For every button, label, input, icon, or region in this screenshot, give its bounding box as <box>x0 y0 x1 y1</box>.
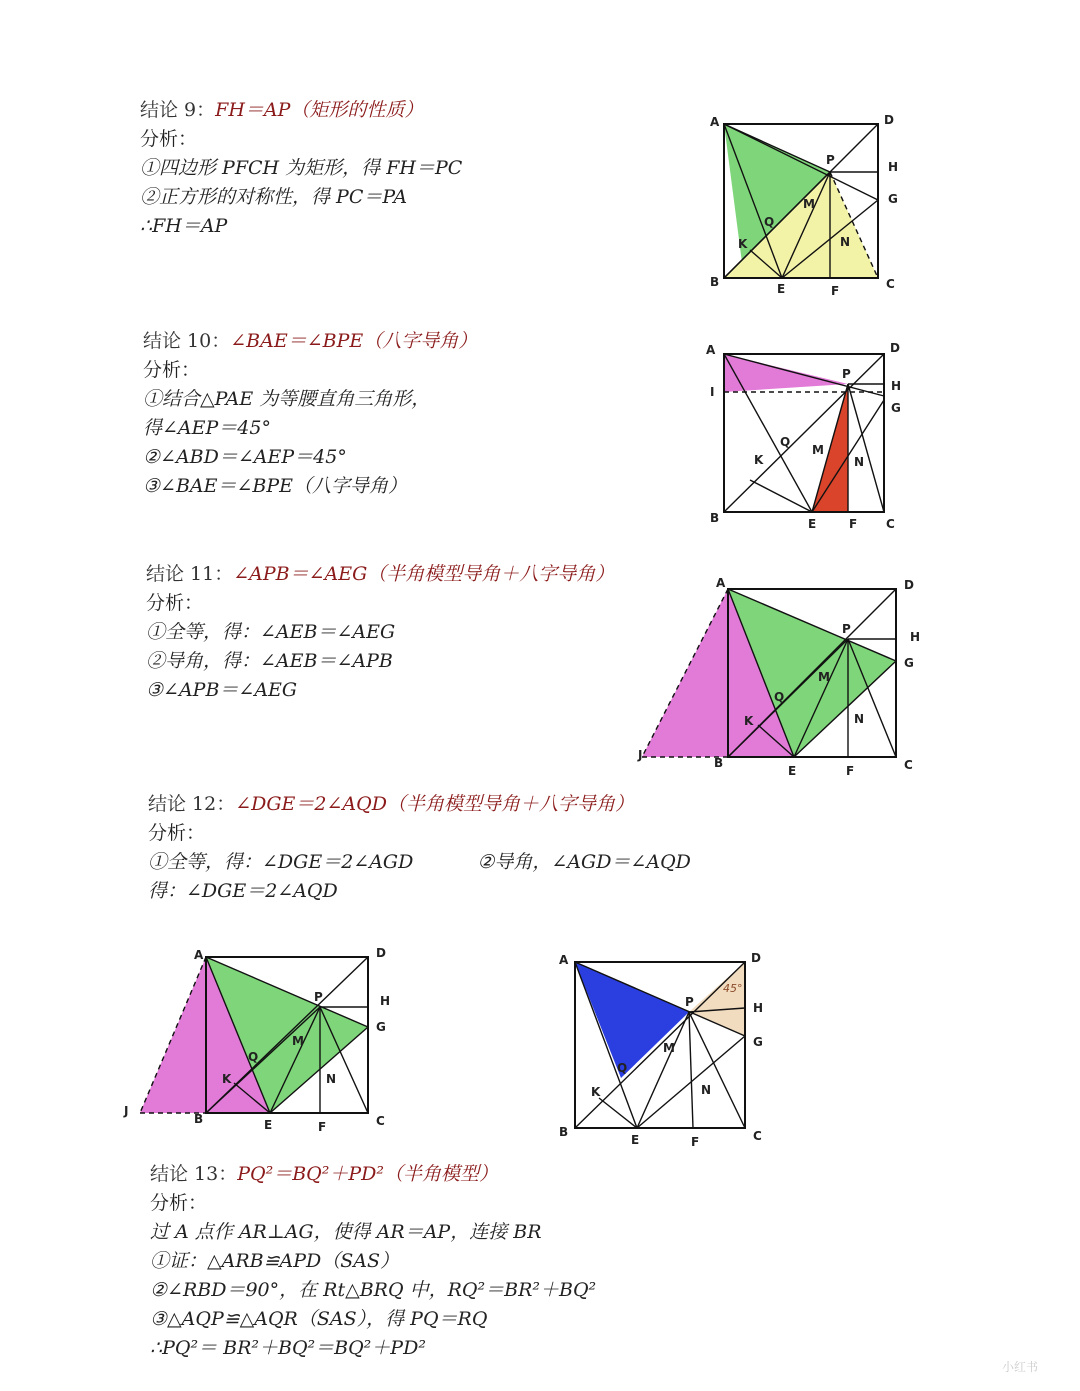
label-D: D <box>884 113 894 127</box>
svg-text:E: E <box>631 1133 640 1147</box>
svg-text:B: B <box>710 511 720 525</box>
figure-conclusion-10 <box>700 340 910 535</box>
step-2: 得：∠DGE＝2∠AQD <box>148 880 338 902</box>
analysis-label: 分析： <box>148 822 206 844</box>
svg-text:Q: Q <box>617 1061 628 1075</box>
svg-text:E: E <box>264 1118 273 1132</box>
label-E: E <box>777 282 786 296</box>
svg-text:C: C <box>753 1129 762 1143</box>
svg-text:H: H <box>910 630 921 644</box>
conclusion-9-title: 结论 9：FH＝AP（矩形的性质） <box>140 99 424 121</box>
svg-text:I: I <box>710 385 715 399</box>
label-N: N <box>840 235 851 249</box>
label-K: K <box>738 237 748 251</box>
svg-text:C: C <box>886 517 895 531</box>
step-1: ①全等，得：∠DGE＝2∠AGD ②导角，∠AGD＝∠AQD <box>148 851 691 873</box>
svg-text:K: K <box>222 1072 232 1086</box>
svg-text:D: D <box>890 341 900 355</box>
svg-text:Q: Q <box>774 690 785 704</box>
svg-text:D: D <box>751 951 761 965</box>
svg-text:Q: Q <box>248 1050 259 1064</box>
svg-text:M: M <box>292 1034 304 1048</box>
svg-text:D: D <box>376 946 386 960</box>
svg-text:K: K <box>591 1085 601 1099</box>
tan-triangle <box>689 962 745 1036</box>
conclusion-11-title: 结论 11：∠APB＝∠AEG（半角模型导角＋八字导角） <box>146 563 615 585</box>
svg-text:J: J <box>638 748 643 762</box>
svg-text:H: H <box>753 1001 764 1015</box>
step-2: ②∠RBD＝90°，在 Rt△BRQ 中，RQ²＝BR²＋BQ² <box>150 1279 597 1301</box>
label-Q: Q <box>764 215 775 229</box>
step-2: ②正方形的对称性，得 PC＝PA <box>140 186 408 208</box>
watermark: 小红书 <box>1001 1360 1038 1374</box>
step-1: ①证：△ARB≌APD（SAS） <box>150 1250 400 1272</box>
step-1: ①结合△PAE 为等腰直角三角形， <box>143 388 431 410</box>
svg-text:F: F <box>846 764 855 778</box>
svg-text:B: B <box>714 756 724 770</box>
svg-text:Q: Q <box>780 435 791 449</box>
svg-text:H: H <box>380 994 391 1008</box>
label-A: A <box>710 115 720 129</box>
svg-text:D: D <box>904 578 914 592</box>
svg-text:A: A <box>559 953 569 967</box>
svg-text:P: P <box>842 367 851 381</box>
analysis-label: 分析： <box>140 128 198 150</box>
svg-text:N: N <box>326 1072 337 1086</box>
svg-text:C: C <box>376 1114 385 1128</box>
svg-text:F: F <box>691 1135 700 1149</box>
svg-text:A: A <box>194 948 204 962</box>
svg-text:P: P <box>314 990 323 1004</box>
svg-text:M: M <box>812 443 824 457</box>
svg-text:E: E <box>808 517 817 531</box>
label-H: H <box>888 160 899 174</box>
label-G: G <box>888 192 898 206</box>
svg-text:N: N <box>854 455 865 469</box>
conclusion-10-title: 结论 10：∠BAE＝∠BPE（八字导角） <box>143 330 478 352</box>
figure-conclusion-12-left <box>120 945 405 1140</box>
angle-45-label: 45° <box>723 982 743 995</box>
step-3: ③∠APB＝∠AEG <box>146 679 298 701</box>
svg-text:K: K <box>744 714 754 728</box>
svg-text:G: G <box>891 401 901 415</box>
svg-text:B: B <box>194 1112 204 1126</box>
step-2: ②∠ABD＝∠AEP＝45° <box>143 446 347 468</box>
svg-text:N: N <box>701 1083 712 1097</box>
label-P: P <box>826 153 835 167</box>
svg-text:P: P <box>685 995 694 1009</box>
analysis-label: 分析： <box>146 592 204 614</box>
label-B: B <box>710 275 720 289</box>
conclusion-12-title: 结论 12：∠DGE＝2∠AQD（半角模型导角＋八字导角） <box>148 793 634 815</box>
svg-text:A: A <box>706 343 716 357</box>
step-2: ②导角，得：∠AEB＝∠APB <box>146 650 393 672</box>
label-C: C <box>886 277 895 291</box>
svg-text:M: M <box>818 670 830 684</box>
conclusion-line: ∴FH＝AP <box>140 215 228 237</box>
svg-text:K: K <box>754 453 764 467</box>
svg-text:H: H <box>891 379 902 393</box>
step-1: ①全等，得：∠AEB＝∠AEG <box>146 621 396 643</box>
figure-conclusion-9 <box>700 110 910 300</box>
figure-conclusion-11 <box>638 575 923 780</box>
svg-text:M: M <box>663 1041 675 1055</box>
svg-text:G: G <box>753 1035 763 1049</box>
svg-text:E: E <box>788 764 797 778</box>
svg-text:N: N <box>854 712 865 726</box>
conclusion-10 <box>143 327 477 501</box>
analysis-label: 分析： <box>143 359 201 381</box>
conclusion-13 <box>150 1160 596 1363</box>
svg-text:A: A <box>716 576 726 590</box>
step-1: ①四边形 PFCH 为矩形，得 FH＝PC <box>140 157 463 179</box>
blue-triangle <box>575 962 689 1078</box>
label-M: M <box>803 197 815 211</box>
conclusion-11 <box>146 560 614 705</box>
svg-text:G: G <box>904 656 914 670</box>
conclusion-9 <box>140 96 462 241</box>
conclusion-12 <box>148 790 691 906</box>
svg-text:F: F <box>849 517 858 531</box>
svg-text:C: C <box>904 758 913 772</box>
svg-text:B: B <box>559 1125 569 1139</box>
construction-line: 过 A 点作 AR⊥AG，使得 AR＝AP，连接 BR <box>150 1221 542 1243</box>
step-3: ③∠BAE＝∠BPE（八字导角） <box>143 475 408 497</box>
step-1b: 得∠AEP＝45° <box>143 417 271 439</box>
svg-text:F: F <box>318 1120 327 1134</box>
conclusion-line: ∴PQ²＝ BR²＋BQ²＝BQ²＋PD² <box>150 1337 426 1359</box>
svg-text:J: J <box>124 1104 129 1118</box>
figure-conclusion-12-right <box>555 948 770 1148</box>
svg-text:G: G <box>376 1020 386 1034</box>
step-3: ③△AQP≌△AQR（SAS），得 PQ＝RQ <box>150 1308 488 1330</box>
conclusion-13-title: 结论 13：PQ²＝BQ²＋PD²（半角模型） <box>150 1163 498 1185</box>
svg-text:P: P <box>842 622 851 636</box>
analysis-label: 分析： <box>150 1192 208 1214</box>
label-F: F <box>831 284 840 298</box>
